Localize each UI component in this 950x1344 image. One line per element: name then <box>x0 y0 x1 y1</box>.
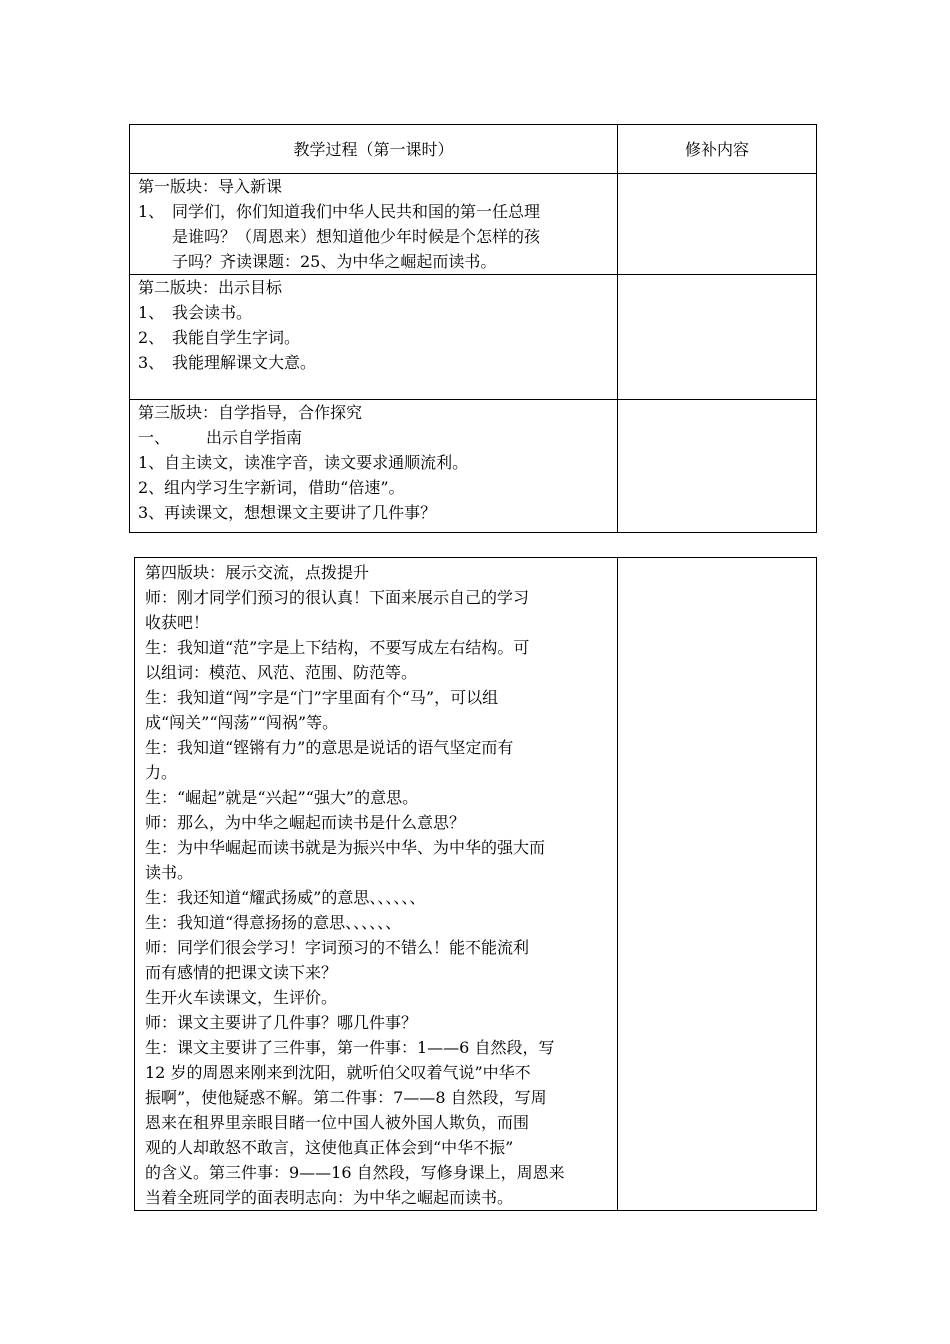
section4-line: 生：为中华崛起而读书就是为振兴中华、为中华的强大而 <box>145 838 546 857</box>
section2-cell <box>130 275 618 400</box>
subheading-number: 一、 <box>138 428 171 447</box>
item-line: 同学们，你们知道我们中华人民共和国的第一任总理 <box>172 202 541 221</box>
section4-line: 生开火车读课文，生评价。 <box>145 988 338 1007</box>
section4-line: 收获吧！ <box>145 613 210 632</box>
section2-title: 第二版块：出示目标 <box>138 278 283 297</box>
section4-line: 生：我知道“铿锵有力”的意思是说话的语气坚定而有 <box>145 738 514 757</box>
section4-revision-cell <box>618 558 817 1211</box>
section2-item-3 <box>138 350 611 375</box>
section4-line: 当着全班同学的面表明志向：为中华之崛起而读书。 <box>145 1188 514 1207</box>
section1-item-1 <box>138 199 611 224</box>
section2-item-2 <box>138 325 611 350</box>
section3-line: 1、自主读文，读准字音，读文要求通顺流利。 <box>138 453 469 472</box>
section1-cell <box>130 174 618 275</box>
section4-line: 以组词：模范、风范、范围、防范等。 <box>145 663 418 682</box>
lesson-table-1 <box>129 124 817 533</box>
section4-line: 生：我知道“闯”字是“门”字里面有个“马”，可以组 <box>145 688 499 707</box>
section3-subheading <box>138 425 611 450</box>
section2-revision-cell <box>618 275 817 400</box>
section4-line: 师：刚才同学们预习的很认真！下面来展示自己的学习 <box>145 588 530 607</box>
section4-line: 振啊”，使他疑惑不解。第二件事：7——8 自然段，写周 <box>145 1088 547 1107</box>
header-process-cell <box>130 125 618 174</box>
section4-line: 师：同学们很会学习！字词预习的不错么！能不能流利 <box>145 938 530 957</box>
section4-line: 师：那么，为中华之崛起而读书是什么意思？ <box>145 813 466 832</box>
section4-line: 生：课文主要讲了三件事，第一件事：1——6 自然段，写 <box>145 1038 555 1057</box>
section3-title: 第三版块：自学指导，合作探究 <box>138 403 363 422</box>
section4-line: 生：我知道“范”字是上下结构，不要写成左右结构。可 <box>145 638 530 657</box>
lesson-table-2 <box>134 557 817 1211</box>
item-text: 我能自学生字词。 <box>172 328 301 347</box>
section4-line: 的含义。第三件事：9——16 自然段，写修身课上，周恩来 <box>145 1163 565 1182</box>
section4-line: 成“闯关”“闯荡”“闯祸”等。 <box>145 713 339 732</box>
section4-line: 生：“崛起”就是“兴起”“强大”的意思。 <box>145 788 419 807</box>
section4-line: 恩来在租界里亲眼目睹一位中国人被外国人欺负，而围 <box>145 1113 530 1132</box>
section2-item-1 <box>138 300 611 325</box>
section3-line: 3、再读课文，想想课文主要讲了几件事？ <box>138 503 437 522</box>
header-revision-cell <box>618 125 817 174</box>
section4-title: 第四版块：展示交流，点拨提升 <box>145 563 370 582</box>
item-text: 我能理解课文大意。 <box>172 353 317 372</box>
section4-line: 师：课文主要讲了几件事？哪几件事？ <box>145 1013 418 1032</box>
section3-revision-cell <box>618 400 817 533</box>
section4-line: 生：我还知道“耀武扬威”的意思、、、、、、 <box>145 888 426 907</box>
section4-line: 12 岁的周恩来刚来到沈阳，就听伯父叹着气说”中华不 <box>145 1063 531 1082</box>
item-number: 1、 <box>138 202 165 221</box>
section4-line: 而有感情的把课文读下来？ <box>145 963 338 982</box>
section4-line: 力。 <box>145 763 178 782</box>
section4-line: 观的人却敢怒不敢言，这使他真正体会到“中华不振” <box>145 1138 514 1157</box>
section4-line: 生：我知道“得意扬扬的意思、、、、、、 <box>145 913 402 932</box>
item-line: 是谁吗？（周恩来）想知道他少年时候是个怎样的孩 <box>172 227 541 246</box>
item-line: 子吗？齐读课题：25、为中华之崛起而读书。 <box>172 252 497 271</box>
header-revision: 修补内容 <box>684 139 749 159</box>
section1-title: 第一版块：导入新课 <box>138 177 283 196</box>
section4-cell <box>135 558 618 1211</box>
item-text: 我会读书。 <box>172 303 253 322</box>
item-number: 2、 <box>138 328 165 347</box>
item-number: 1、 <box>138 303 165 322</box>
section3-line: 2、组内学习生字新词，借助“倍速”。 <box>138 478 405 497</box>
item-number: 3、 <box>138 353 165 372</box>
header-process: 教学过程（第一课时） <box>293 139 454 159</box>
section3-cell <box>130 400 618 533</box>
section1-revision-cell <box>618 174 817 275</box>
subheading-text: 出示自学指南 <box>206 428 303 447</box>
section4-line: 读书。 <box>145 863 194 882</box>
